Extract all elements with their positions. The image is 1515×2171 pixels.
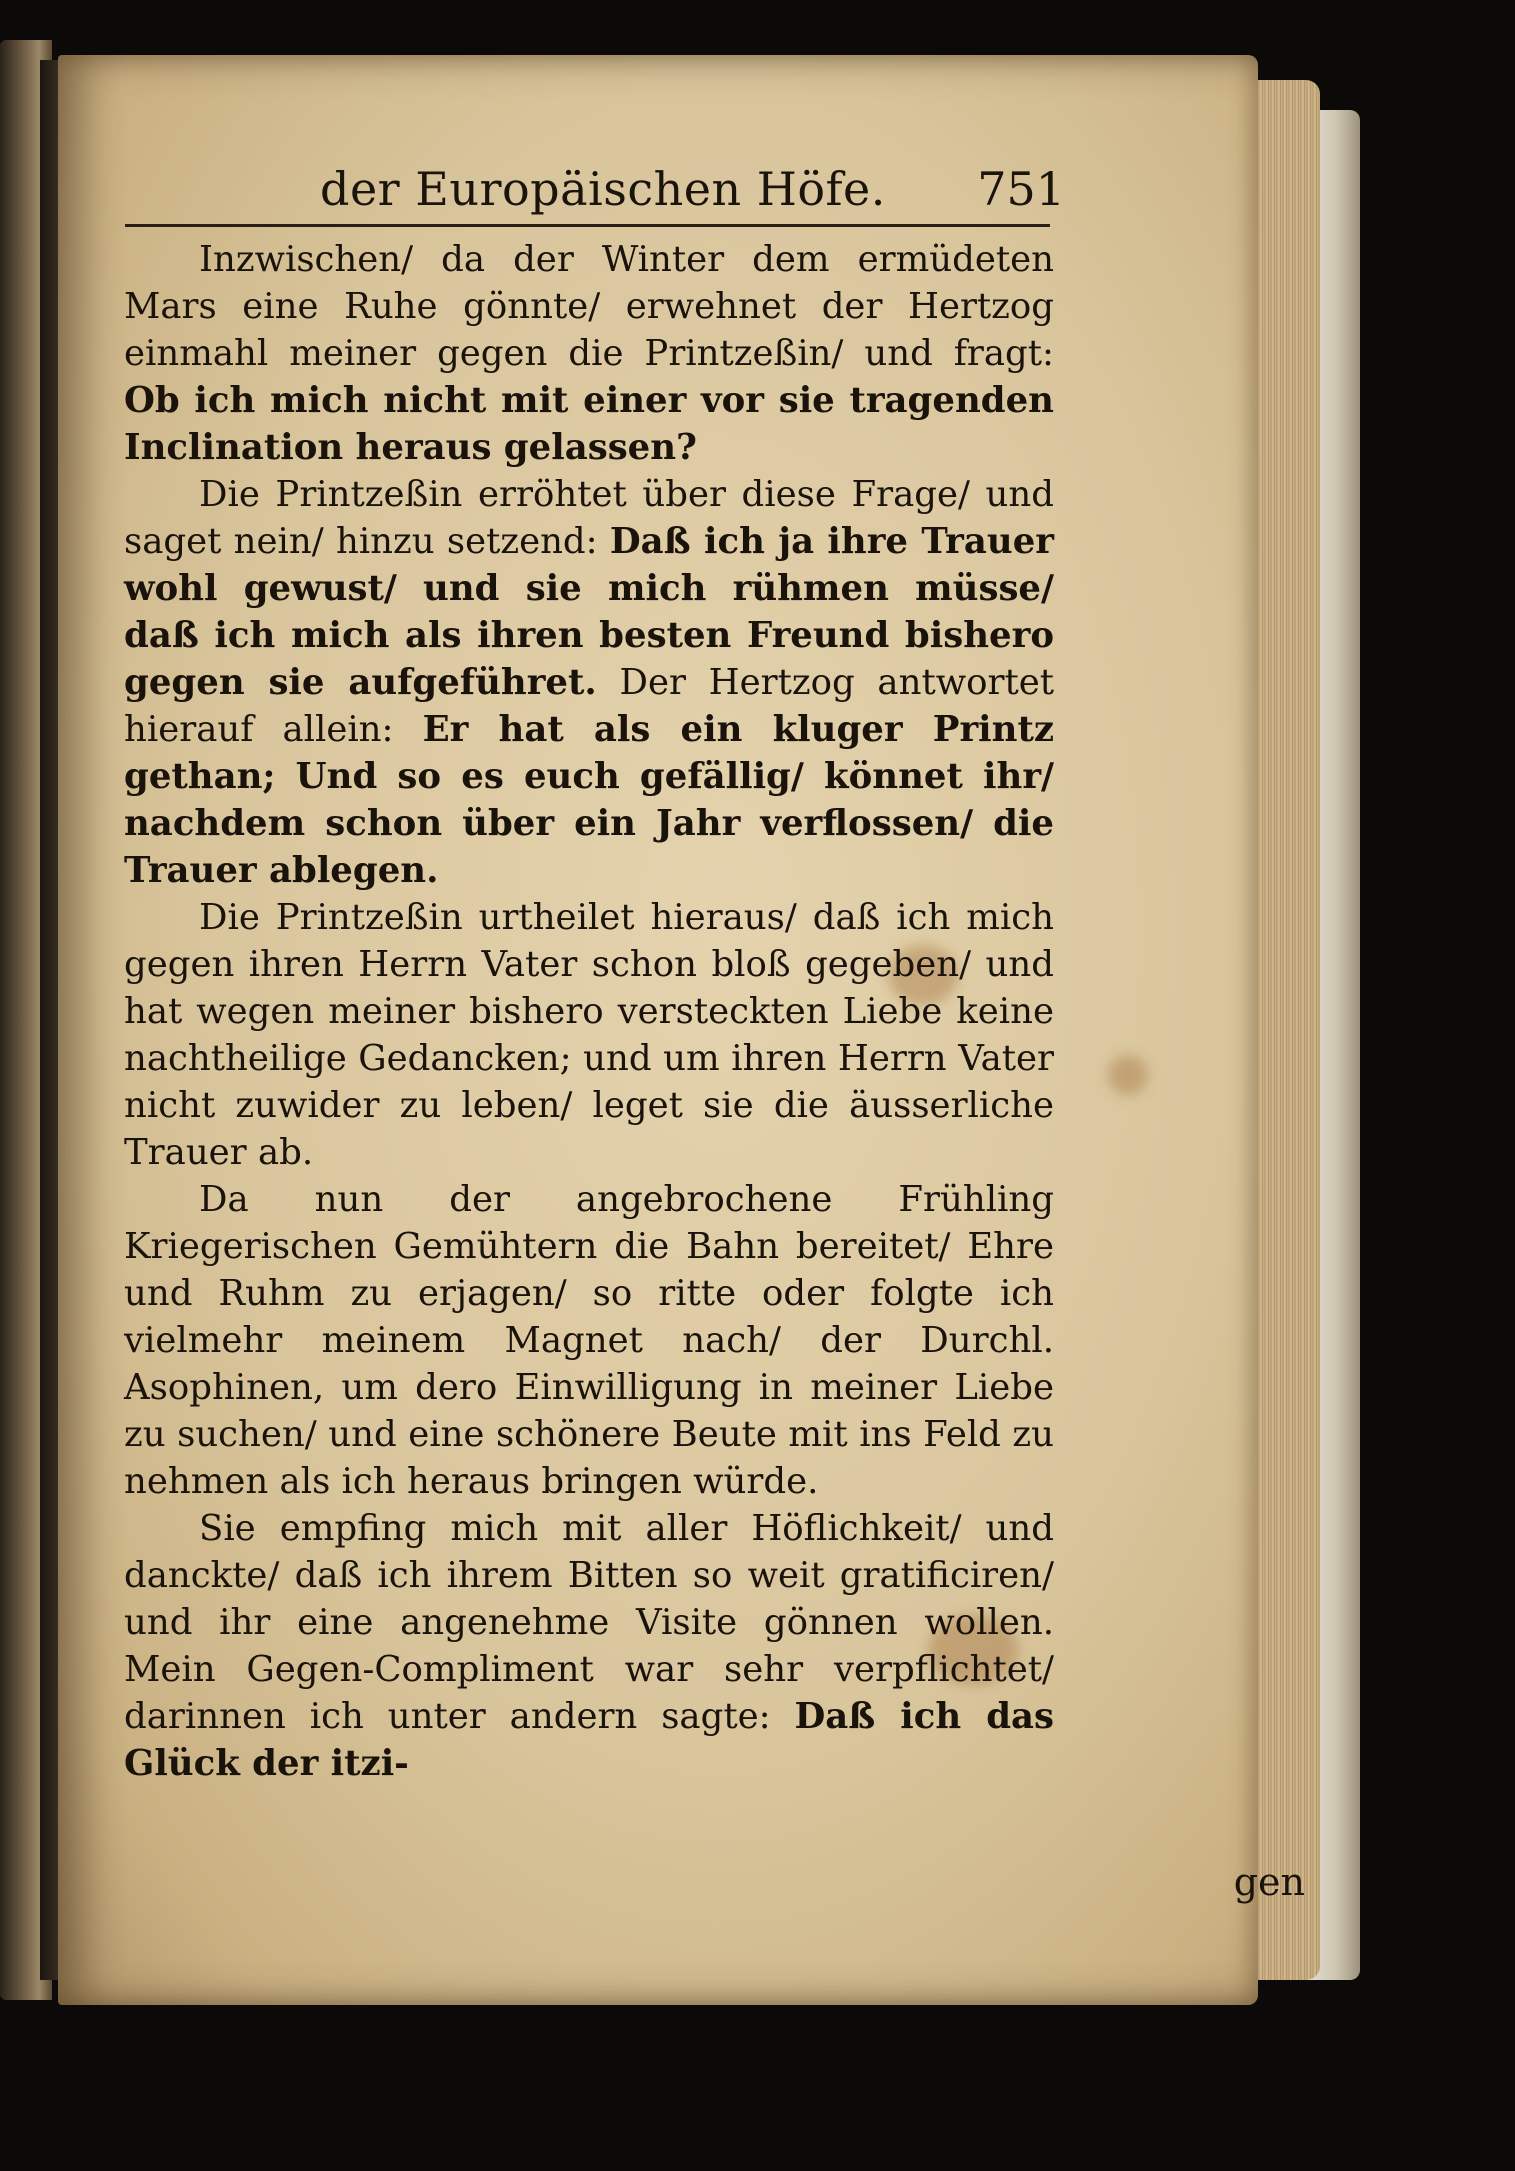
- emphasized-text: Daß ich das Glück der itzi-: [124, 1696, 1054, 1784]
- text-run: Die Printzeßin urtheilet hieraus/ daß ich mich gegen ihren Herrn Vater schon bloß gegeben/ und hat wegen meiner bishero versteckten Liebe keine nachtheilige Gedancken; und um ihren Herrn Vater nicht zuwider zu leben/ leget sie die äusserliche Trauer ab.: [124, 897, 1054, 1173]
- paragraph: [124, 471, 1054, 894]
- body-text: [124, 236, 1054, 1787]
- paragraph: [124, 236, 1054, 471]
- catchword: gen: [1233, 1860, 1305, 1904]
- emphasized-text: Er hat als ein kluger Printz gethan; Und so es euch gefällig/ könnet ihr/ nachdem schon über ein Jahr verflossen/ die Trauer ablegen.: [124, 709, 1054, 891]
- emphasized-text: Ob ich mich nicht mit einer vor sie tragenden Inclination heraus gelassen?: [124, 380, 1054, 468]
- text-run: Sie empfing mich mit aller Höflichkeit/ und danckte/ daß ich ihrem Bitten so weit gratificiren/ und ihr eine angenehme Visite gönnen wollen. Mein Gegen-Compliment war sehr verpflichtet/ darinnen ich unter andern sagte:: [124, 1508, 1054, 1737]
- header-rule: [125, 224, 1050, 227]
- text-run: Da nun der angebrochene Frühling Kriegerischen Gemühtern die Bahn bereitet/ Ehre und Ruhm zu erjagen/ so ritte oder folgte ich vielmehr meinem Magnet nach/ der Durchl. Asophinen, um dero Einwilligung in meiner Liebe zu suchen/ und eine schönere Beute mit ins Feld zu nehmen als ich heraus bringen würde.: [124, 1179, 1054, 1502]
- paragraph: [124, 1176, 1054, 1505]
- page-number: 751: [977, 162, 1065, 216]
- emphasized-text: Daß ich ja ihre Trauer wohl gewust/ und sie mich rühmen müsse/ daß ich mich als ihren besten Freund bishero gegen sie aufgeführet.: [124, 521, 1054, 703]
- paragraph: [124, 894, 1054, 1176]
- text-run: Inzwischen/ da der Winter dem ermüdeten Mars eine Ruhe gönnte/ erwehnet der Hertzog einmahl meiner gegen die Printzeßin/ und fragt:: [124, 239, 1054, 374]
- running-head: der Europäischen Höfe.: [320, 162, 886, 216]
- page-header: [120, 162, 1080, 222]
- paragraph: [124, 1505, 1054, 1787]
- text-run: Der Hertzog antwortet hierauf allein:: [124, 662, 1054, 750]
- text-run: Die Printzeßin erröhtet über diese Frage/ und saget nein/ hinzu setzend:: [124, 474, 1054, 562]
- foxing-stain: [1108, 1055, 1148, 1095]
